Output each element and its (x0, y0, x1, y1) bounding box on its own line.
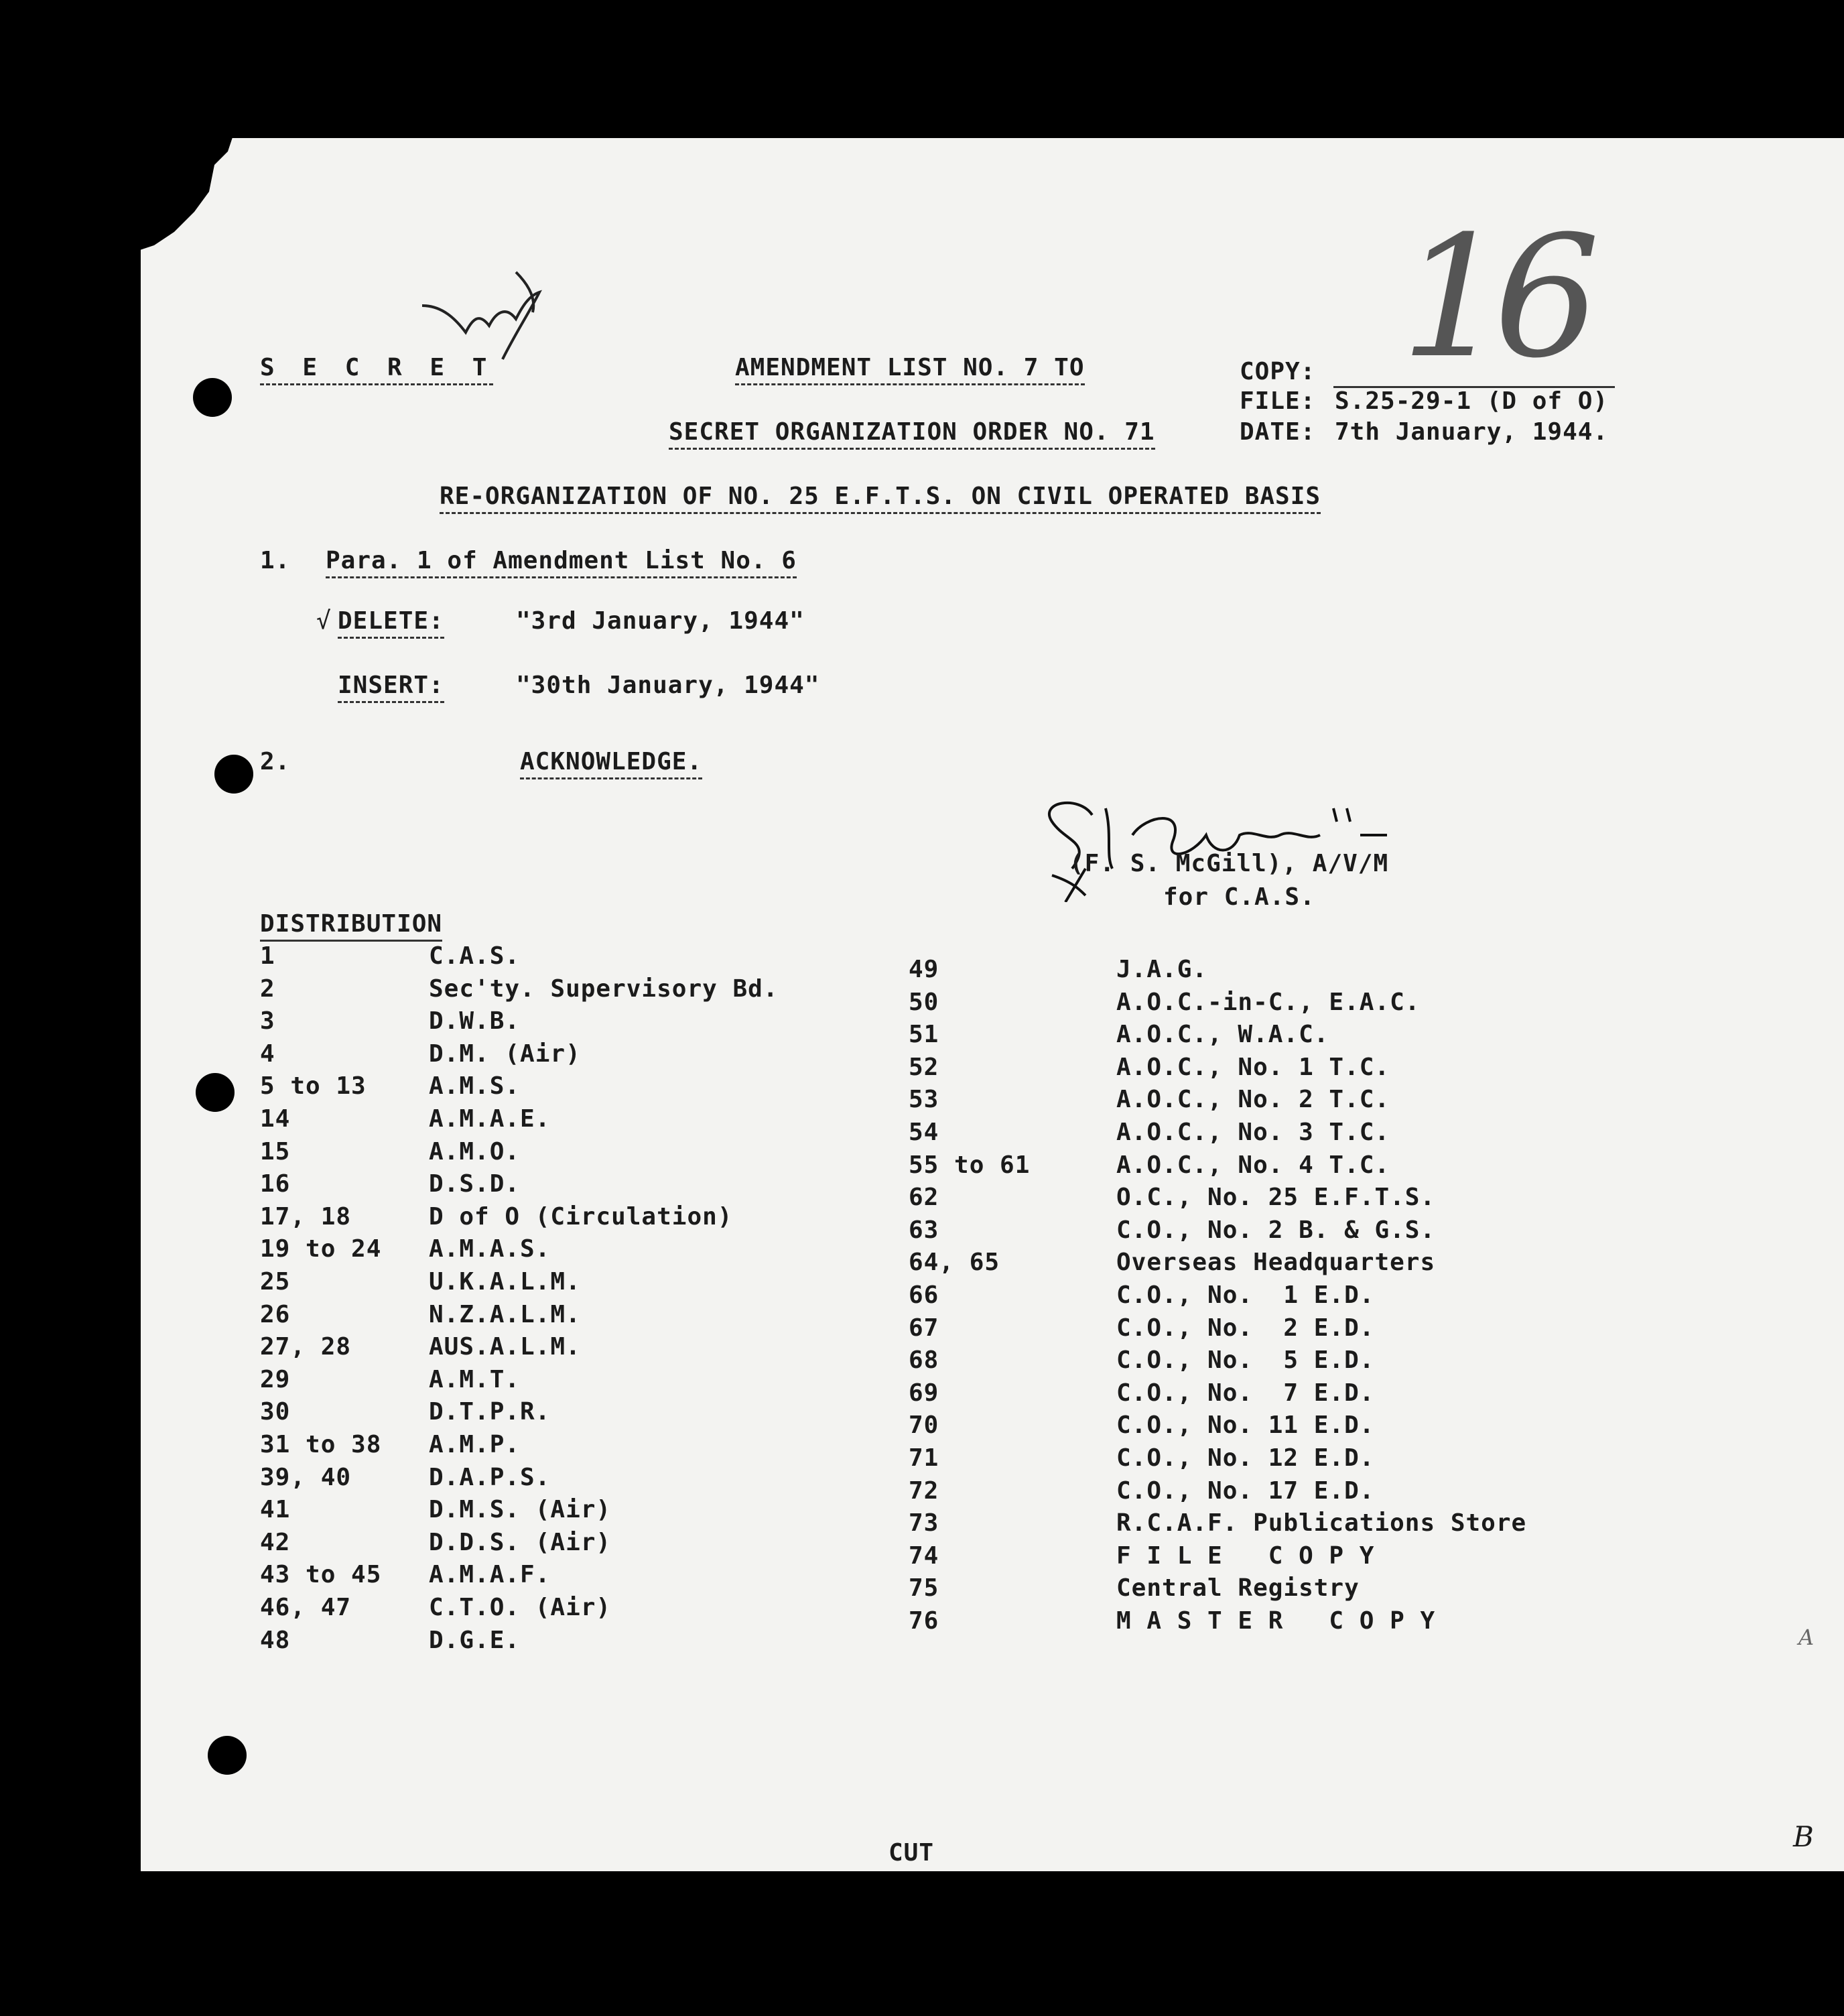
punch-hole-3 (196, 1073, 235, 1112)
distribution-copy-number: 76 (909, 1607, 939, 1635)
distribution-left-column (260, 942, 997, 1747)
distribution-copy-number: 46, 47 (260, 1594, 352, 1621)
distribution-recipient: A.O.C.-in-C., E.A.C. (1116, 988, 1421, 1016)
distribution-copy-number: 74 (909, 1541, 939, 1570)
distribution-recipient: N.Z.A.L.M. (429, 1300, 581, 1328)
distribution-copy-number: 30 (260, 1398, 291, 1426)
amendment-line: AMENDMENT LIST NO. 7 TO (735, 354, 1085, 385)
distribution-copy-number: 1 (260, 942, 275, 970)
distribution-recipient: C.O., No. 2 B. & G.S. (1116, 1216, 1436, 1244)
distribution-copy-number: 17, 18 (260, 1202, 352, 1231)
distribution-recipient: A.M.A.E. (429, 1105, 551, 1133)
distribution-recipient: C.A.S. (429, 942, 521, 970)
distribution-copy-number: 67 (909, 1314, 939, 1342)
distribution-recipient: O.C., No. 25 E.F.T.S. (1116, 1184, 1436, 1212)
distribution-copy-number: 55 to 61 (909, 1151, 1031, 1179)
distribution-copy-number: 72 (909, 1476, 939, 1505)
distribution-copy-number: 15 (260, 1137, 291, 1166)
distribution-copy-number: 27, 28 (260, 1333, 352, 1361)
corner-letter: B (1793, 1820, 1814, 1853)
distribution-copy-number: 53 (909, 1086, 939, 1114)
distribution-recipient: J.A.G. (1116, 956, 1208, 983)
distribution-recipient: A.O.C., No. 4 T.C. (1116, 1151, 1390, 1179)
distribution-copy-number: 14 (260, 1105, 291, 1133)
distribution-recipient: D.M.S. (Air) (429, 1496, 612, 1524)
distribution-recipient: Central Registry (1116, 1574, 1360, 1602)
distribution-copy-number: 5 to 13 (260, 1072, 367, 1100)
distribution-copy-number: 19 to 24 (260, 1235, 382, 1263)
distribution-recipient: C.O., No. 11 E.D. (1116, 1411, 1375, 1440)
document-page (141, 138, 1844, 1871)
distribution-recipient: C.O., No. 5 E.D. (1116, 1346, 1375, 1375)
distribution-recipient: D.W.B. (429, 1007, 521, 1035)
distribution-copy-number: 51 (909, 1021, 939, 1049)
distribution-copy-number: 66 (909, 1281, 939, 1309)
distribution-copy-number: 25 (260, 1268, 291, 1296)
punch-hole-2 (214, 755, 253, 794)
distribution-copy-number: 63 (909, 1216, 939, 1244)
distribution-copy-number: 26 (260, 1300, 291, 1328)
cut-mark: CUT (888, 1839, 935, 1867)
distribution-recipient: A.M.O. (429, 1137, 521, 1166)
distribution-copy-number: 39, 40 (260, 1463, 352, 1491)
distribution-recipient: D.G.E. (429, 1626, 521, 1654)
distribution-copy-number: 16 (260, 1170, 291, 1198)
subject-line: RE-ORGANIZATION OF NO. 25 E.F.T.S. ON CIVIL OPERATED BASIS (440, 483, 1321, 514)
distribution-recipient: A.M.P. (429, 1431, 521, 1458)
distribution-copy-number: 75 (909, 1574, 939, 1602)
distribution-recipient: A.M.T. (429, 1365, 521, 1393)
distribution-copy-number: 50 (909, 988, 939, 1016)
distribution-recipient: C.O., No. 7 E.D. (1116, 1379, 1375, 1407)
distribution-recipient: C.O., No. 1 E.D. (1116, 1281, 1375, 1309)
date-label: DATE: (1240, 418, 1316, 446)
distribution-recipient: R.C.A.F. Publications Store (1116, 1509, 1527, 1537)
distribution-recipient: A.O.C., No. 3 T.C. (1116, 1119, 1390, 1146)
distribution-recipient: A.M.A.S. (429, 1235, 551, 1263)
delete-label: DELETE: (338, 607, 444, 639)
signatory-for: for C.A.S. (1163, 883, 1315, 911)
distribution-recipient: M A S T E R C O P Y (1116, 1607, 1436, 1635)
distribution-recipient: D of O (Circulation) (429, 1202, 733, 1231)
distribution-copy-number: 68 (909, 1346, 939, 1375)
distribution-recipient: D.T.P.R. (429, 1398, 551, 1426)
distribution-recipient: D.S.D. (429, 1170, 521, 1198)
punch-hole-1 (193, 378, 232, 417)
distribution-recipient: F I L E C O P Y (1116, 1541, 1375, 1570)
distribution-heading: DISTRIBUTION (260, 910, 442, 942)
distribution-copy-number: 31 to 38 (260, 1431, 382, 1458)
distribution-recipient: C.O., No. 12 E.D. (1116, 1444, 1375, 1472)
distribution-copy-number: 43 to 45 (260, 1561, 382, 1589)
distribution-recipient: D.A.P.S. (429, 1463, 551, 1491)
distribution-recipient: D.M. (Air) (429, 1040, 581, 1068)
distribution-recipient: A.O.C., No. 1 T.C. (1116, 1053, 1390, 1081)
para2-text: ACKNOWLEDGE. (520, 748, 702, 779)
distribution-copy-number: 69 (909, 1379, 939, 1407)
distribution-recipient: A.O.C., W.A.C. (1116, 1021, 1329, 1049)
copy-number: 16 (1400, 200, 1587, 395)
distribution-copy-number: 71 (909, 1444, 939, 1472)
classification: S E C R E T (260, 354, 493, 385)
margin-letter: A (1798, 1625, 1815, 1650)
distribution-recipient: A.M.S. (429, 1072, 521, 1100)
signature-scrawl (1012, 768, 1481, 902)
distribution-copy-number: 64, 65 (909, 1249, 1000, 1277)
distribution-copy-number: 73 (909, 1509, 939, 1537)
handwritten-initials (415, 259, 563, 373)
para1-number: 1. (260, 547, 291, 574)
distribution-recipient: D.D.S. (Air) (429, 1528, 612, 1556)
torn-corner (141, 138, 268, 259)
distribution-copy-number: 3 (260, 1007, 275, 1035)
distribution-recipient: C.T.O. (Air) (429, 1594, 612, 1621)
punch-hole-4 (208, 1736, 247, 1775)
copy-label: COPY: (1240, 358, 1316, 385)
distribution-copy-number: 70 (909, 1411, 939, 1440)
insert-label: INSERT: (338, 672, 444, 703)
distribution-copy-number: 41 (260, 1496, 291, 1524)
distribution-recipient: A.M.A.F. (429, 1561, 551, 1589)
distribution-recipient: C.O., No. 17 E.D. (1116, 1476, 1375, 1505)
insert-value: "30th January, 1944" (516, 672, 820, 699)
distribution-copy-number: 49 (909, 956, 939, 983)
delete-checkmark: √ (316, 607, 331, 635)
distribution-recipient: U.K.A.L.M. (429, 1268, 581, 1296)
para1-reference: Para. 1 of Amendment List No. 6 (326, 547, 797, 578)
file-label: FILE: (1240, 387, 1316, 415)
order-line: SECRET ORGANIZATION ORDER NO. 71 (669, 418, 1155, 450)
distribution-copy-number: 52 (909, 1053, 939, 1081)
signatory-name: (F. S. McGill), A/V/M (1069, 850, 1389, 877)
file-value: S.25-29-1 (D of O) (1335, 387, 1609, 415)
distribution-copy-number: 42 (260, 1528, 291, 1556)
distribution-copy-number: 48 (260, 1626, 291, 1654)
para2-number: 2. (260, 748, 291, 775)
date-value: 7th January, 1944. (1335, 418, 1609, 446)
distribution-recipient: C.O., No. 2 E.D. (1116, 1314, 1375, 1342)
distribution-copy-number: 2 (260, 974, 275, 1003)
distribution-copy-number: 29 (260, 1365, 291, 1393)
distribution-copy-number: 4 (260, 1040, 275, 1068)
distribution-recipient: AUS.A.L.M. (429, 1333, 581, 1361)
delete-value: "3rd January, 1944" (516, 607, 805, 635)
distribution-right-column (909, 956, 1844, 1760)
distribution-copy-number: 62 (909, 1184, 939, 1212)
distribution-recipient: Overseas Headquarters (1116, 1249, 1436, 1277)
distribution-recipient: Sec'ty. Supervisory Bd. (429, 974, 779, 1003)
distribution-copy-number: 54 (909, 1119, 939, 1146)
distribution-recipient: A.O.C., No. 2 T.C. (1116, 1086, 1390, 1114)
